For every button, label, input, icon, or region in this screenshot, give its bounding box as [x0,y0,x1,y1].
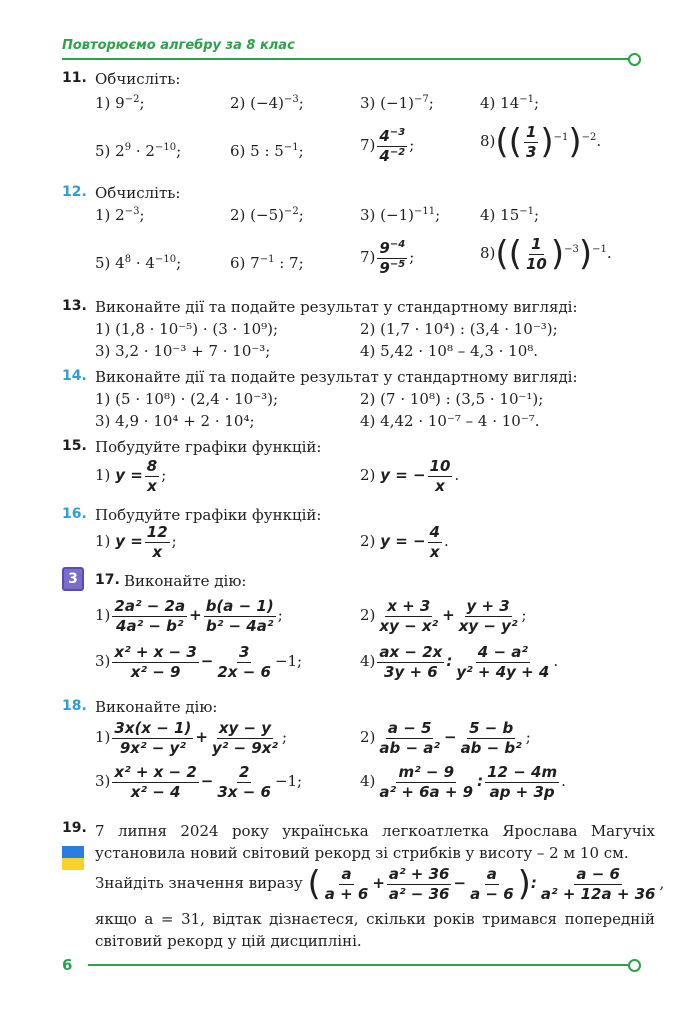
exercise-text-outro: якщо a = 31, відтак дізнаєтеся, скільки років тримався попередній світовий рекорд у цій дисципліні. [95,910,655,950]
exercise-title: Обчисліть: [95,184,181,202]
task-5: 5) $2^9 \cdot 2^{-10}$; [95,142,182,160]
task-4: 4) 4,42 · 10⁻⁷ – 4 · 10⁻⁷. [360,412,540,430]
task-1: 1) $\frac{3x(x - 1)}{\text{9x² − y²}}$ + $\frac{xy - y}{\text{y² − 9x²}}$ ; [95,719,288,757]
exercise-17 [62,572,655,694]
task-3: 3) $(-1)^{-7}$; [360,94,434,112]
task-1: 1) (1,8 · 10⁻⁵) · (3 · 10⁹); [95,320,279,338]
exercise-title: Побудуйте графіки функцій: [95,438,322,456]
task-3: 3) 4,9 · 10⁴ + 2 · 10⁴; [95,412,255,430]
exercise-number: 19. [62,820,87,836]
task-7: 7) $\frac{9^{-4}}{9^{-5}}$ ; [360,239,415,277]
exercise-title: Виконайте дію: [95,698,218,716]
task-3: 3) 3,2 · 10⁻³ + 7 · 10⁻³; [95,342,271,360]
task-4: 4) $14^{-1}$; [480,94,540,112]
exercise-number: 12. [62,184,87,200]
exercise-15 [62,438,655,502]
exercise-number: 18. [62,698,87,714]
exercise-title: Виконайте дію: [124,572,247,590]
exercise-12 [62,184,655,294]
exercise-16 [62,506,655,570]
exercise-14 [62,368,655,434]
task-1: 1) y = $\frac{8}{x}$ ; [95,457,167,495]
task-1: 1) $\frac{\text{2a² − 2a}}{\text{4a² − b²}}$ + $\frac{b(a - 1)}{\text{b² − 4a²}}$ ; [95,597,283,635]
task-2: 2) $(-4)^{-3}$; [230,94,304,112]
task-8: 8)(( $\frac{1}{10}$ )$^{-3}$)$^{-1}$. [480,234,612,274]
task-4: 4) 5,42 · 10⁸ – 4,3 · 10⁸. [360,342,539,360]
task-6: 6) $7^{-1}$ : 7; [230,254,304,272]
footer-rule-dot [628,959,641,972]
task-2: 2) y = − $\frac{10}{x}$ . [360,457,460,495]
task-1: 1) $2^{-3}$; [95,206,145,224]
exercise-number: 11. [62,70,87,86]
task-6: 6) 5 : $5^{-1}$; [230,142,304,160]
task-2: 2) $(-5)^{-2}$; [230,206,304,224]
exercise-number: 17. [95,572,120,588]
task-3: 3) $\frac{\text{x² + x − 3}}{\text{x² − 9}}$ − $\frac{3}{2x - 6}$ −1; [95,643,303,681]
page-header-title: Повторюємо алгебру за 8 клас [62,38,295,53]
exercise-19 [62,820,665,950]
task-2: 2) (1,7 · 10⁴) : (3,4 · 10⁻³); [360,320,558,338]
task-3: 3) $(-1)^{-11}$; [360,206,441,224]
exercise-title: Виконайте дії та подайте результат у стандартному вигляді: [95,368,578,386]
exercise-text-intro: 7 липня 2024 року українська легкоатлетка Ярослава Магучіх установила новий світовий рекорд зі стрибків у висоту – 2 м 10 см. [95,822,655,862]
exercise-number: 13. [62,298,87,314]
task-8: 8)(( $\frac{1}{3}$ )$^{-1}$)$^{-2}$. [480,122,602,162]
task-2: 2) y = − $\frac{4}{x}$ . [360,523,449,561]
exercise-title: Побудуйте графіки функцій: [95,506,322,524]
task-2: 2) $\frac{a - 5}{\text{ab − a²}}$ − $\frac{5 - b}{\text{ab − b²}}$ ; [360,719,531,757]
task-4: 4) $15^{-1}$; [480,206,540,224]
task-2: 2) (7 · 10⁸) : (3,5 · 10⁻¹); [360,390,544,408]
exercise-number: 15. [62,438,87,454]
page-number: 6 [62,956,73,974]
task-3: 3) $\frac{\text{x² + x − 2}}{\text{x² − 4}}$ − $\frac{2}{3x - 6}$ −1; [95,763,303,801]
expression-line: Знайдіть значення виразу ( $\frac{a}{a + 6}$ + $\frac{\text{a² + 36}}{\text{a² − 36}}$ − $\frac{a}{a - 6}$ ): $\frac{a - 6}{\text{a² + 12a + 36}}$ , [95,864,665,904]
task-2: 2) $\frac{x + 3}{\text{xy − x²}}$ + $\frac{y + 3}{\text{xy − y²}}$ ; [360,597,527,635]
task-1: 1) $9^{-2}$; [95,94,145,112]
exercise-title: Виконайте дії та подайте результат у стандартному вигляді: [95,298,578,316]
footer-rule [88,964,630,966]
exercise-title: Обчисліть: [95,70,181,88]
exercise-18 [62,698,655,818]
exercise-number: 14. [62,368,87,384]
task-5: 5) $4^8 \cdot 4^{-10}$; [95,254,182,272]
task-4: 4) $\frac{\text{m² − 9}}{\text{a² + 6a + 9}}$ : $\frac{12 - 4m}{ap + 3p}$ . [360,763,566,801]
header-rule [62,58,630,60]
exercise-13 [62,298,655,364]
level-3-badge-icon: 3 [62,567,84,591]
task-1: 1) (5 · 10⁸) · (2,4 · 10⁻³); [95,390,279,408]
exercise-number: 16. [62,506,87,522]
task-7: 7) $\frac{4^{-3}}{4^{-2}}$ ; [360,127,415,165]
exercise-11 [62,70,655,180]
task-4: 4) $\frac{ax - 2x}{3y + 6}$ : $\frac{\text{4 − a²}}{\text{y² + 4y + 4}}$ . [360,643,559,681]
header-rule-dot [628,53,641,66]
task-1: 1) y = $\frac{12}{x}$ ; [95,523,177,561]
